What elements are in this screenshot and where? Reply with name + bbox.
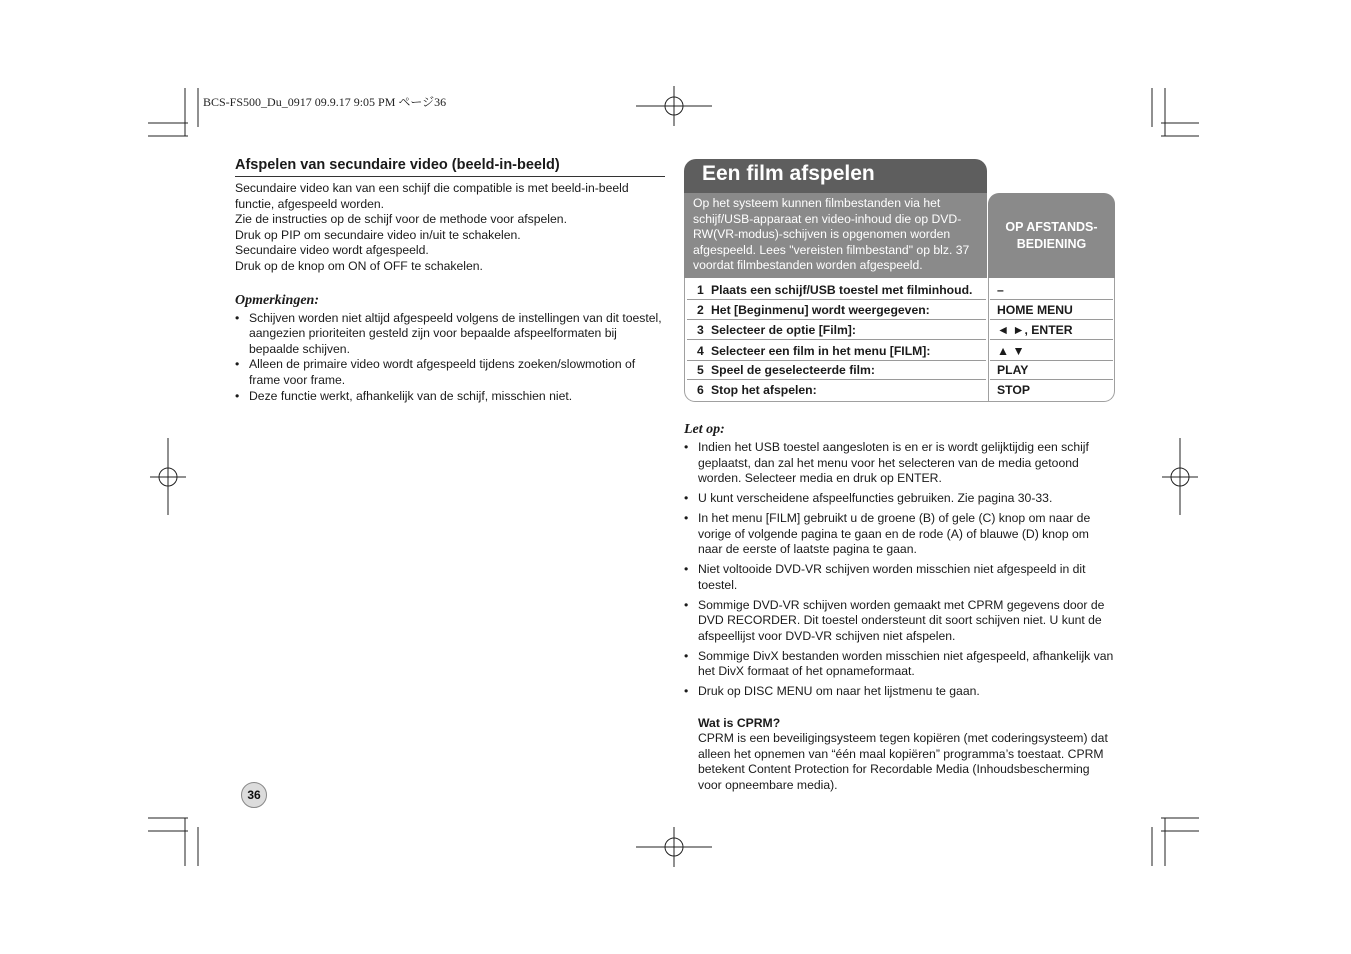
cprm-text: CPRM is een beveiligingsysteem tegen kopiëren (met coderingsysteem) dat alleen het opnemen van “één maal kopiëren” programma’s toestaat. CPRM betekent Content Protection for Recordable Media (Inhoudsbescherming voor opneembare media).: [698, 731, 1108, 793]
step-remote-key: ▲ ▼: [997, 344, 1025, 358]
note-item: • Deze functie werkt, afhankelijk van de schijf, misschien niet.: [235, 389, 665, 405]
step-text: Stop het afspelen:: [711, 383, 817, 397]
film-playback-box: [684, 159, 1115, 403]
note-item: • Schijven worden niet altijd afgespeeld volgens de instellingen van dit toestel, aangezien prioriteiten gesteld zijn voor bepaalde afspeelformaten bij bepaalde schijven.: [235, 311, 665, 358]
remote-control-header: [988, 193, 1115, 278]
caution-heading: Let op:: [684, 422, 725, 437]
steps-table: [684, 278, 1115, 402]
step-row: [687, 360, 1113, 380]
step-remote-key: PLAY: [997, 363, 1029, 377]
notes-heading: Opmerkingen:: [235, 292, 319, 308]
step-remote-key: STOP: [997, 383, 1030, 397]
row-rule: [687, 339, 986, 340]
caution-item: • Sommige DivX bestanden worden misschien niet afgespeeld, afhankelijk van het DivX formaat of het opnameformaat.: [684, 649, 1116, 680]
body-line: Secundaire video kan van een schijf die compatible is met beeld-in-beeld: [235, 181, 629, 195]
section-title: Afspelen van secundaire video (beeld-in-beeld): [235, 157, 665, 177]
caution-item: • Niet voltooide DVD-VR schijven worden misschien niet afgespeeld in dit toestel.: [684, 562, 1116, 593]
remote-label-line1: OP AFSTANDS-: [1005, 220, 1098, 234]
step-text: Selecteer de optie [Film]:: [711, 323, 856, 337]
remote-label-line2: BEDIENING: [1016, 237, 1087, 251]
step-row: [687, 300, 1113, 320]
film-title: Een film afspelen: [702, 162, 875, 185]
print-header: BCS-FS500_Du_0917 09.9.17 9:05 PM ページ36: [203, 95, 447, 109]
step-number: 1: [697, 283, 704, 297]
caution-item: • Sommige DVD-VR schijven worden gemaakt met CPRM gegevens door de DVD RECORDER. Dit toestel ondersteunt dit soort schijven niet. U kunt de afspeellijst voor DVD-VR schijven niet afspelen.: [684, 598, 1116, 645]
remote-control-label: [988, 219, 1115, 253]
step-row: [687, 280, 1113, 300]
step-row: [687, 380, 1113, 400]
step-number: 6: [697, 383, 704, 397]
body-line: Secundaire video wordt afgespeeld.: [235, 243, 429, 258]
step-remote-key: ◄ ►, ENTER: [997, 323, 1073, 337]
caution-item: • Indien het USB toestel aangesloten is en er is wordt gelijktijdig een schijf geplaatst, dan zal het menu voor het selecteren van de media getoond worden. Selecteer media en druk op ENTER.: [684, 440, 1116, 487]
step-row: [687, 341, 1113, 361]
caution-list: [684, 440, 1116, 700]
cprm-info: [698, 716, 1116, 794]
caution-item: • In het menu [FILM] gebruikt u de groene (B) of gele (C) knop om naar de vorige of volgende pagina te gaan en de rode (A) of blauwe (D) knop om naar de eerste of laatste pagina te gaan.: [684, 511, 1116, 558]
step-text: Plaats een schijf/USB toestel met filminhoud.: [711, 283, 973, 297]
step-number: 5: [697, 363, 704, 377]
notes-list: [235, 311, 665, 405]
body-line: functie, afgespeeld worden.: [235, 196, 385, 211]
step-number: 2: [697, 303, 704, 317]
body-line: Druk op PIP om secundaire video in/uit te schakelen.: [235, 227, 521, 242]
note-item: • Alleen de primaire video wordt afgespeeld tijdens zoeken/slowmotion of frame voor frame.: [235, 357, 665, 388]
caution-section: [684, 422, 1116, 794]
pip-section: [235, 157, 665, 404]
row-rule: [990, 339, 1113, 340]
section-body: [235, 181, 665, 275]
step-number: 3: [697, 323, 704, 337]
step-row: [687, 320, 1113, 340]
step-remote-key: –: [997, 283, 1004, 297]
step-number: 4: [697, 344, 704, 358]
film-intro-text: Op het systeem kunnen filmbestanden via het schijf/USB-apparaat en video-inhoud die op DVD-RW(VR-modus)-schijven is opgenomen worden afgespeeld. Lees "vereisten filmbestand" op blz. 37 voordat filmbestanden worden afgespeeld.: [693, 196, 970, 273]
page-number-badge: 36: [241, 782, 267, 808]
body-line: Zie de instructies op de schijf voor de methode voor afspelen.: [235, 212, 567, 227]
step-remote-key: HOME MENU: [997, 303, 1073, 317]
film-intro-panel: [684, 193, 987, 278]
step-text: Speel de geselecteerde film:: [711, 363, 875, 377]
step-text: Selecteer een film in het menu [FILM]:: [711, 344, 931, 358]
step-text: Het [Beginmenu] wordt weergegeven:: [711, 303, 930, 317]
cprm-title: Wat is CPRM?: [698, 715, 781, 730]
body-line: Druk op de knop om ON of OFF te schakelen.: [235, 258, 483, 273]
caution-item: • U kunt verscheidene afspeelfuncties gebruiken. Zie pagina 30-33.: [684, 491, 1116, 507]
film-title-tab: [684, 159, 987, 195]
caution-item: • Druk op DISC MENU om naar het lijstmenu te gaan.: [684, 684, 1116, 700]
